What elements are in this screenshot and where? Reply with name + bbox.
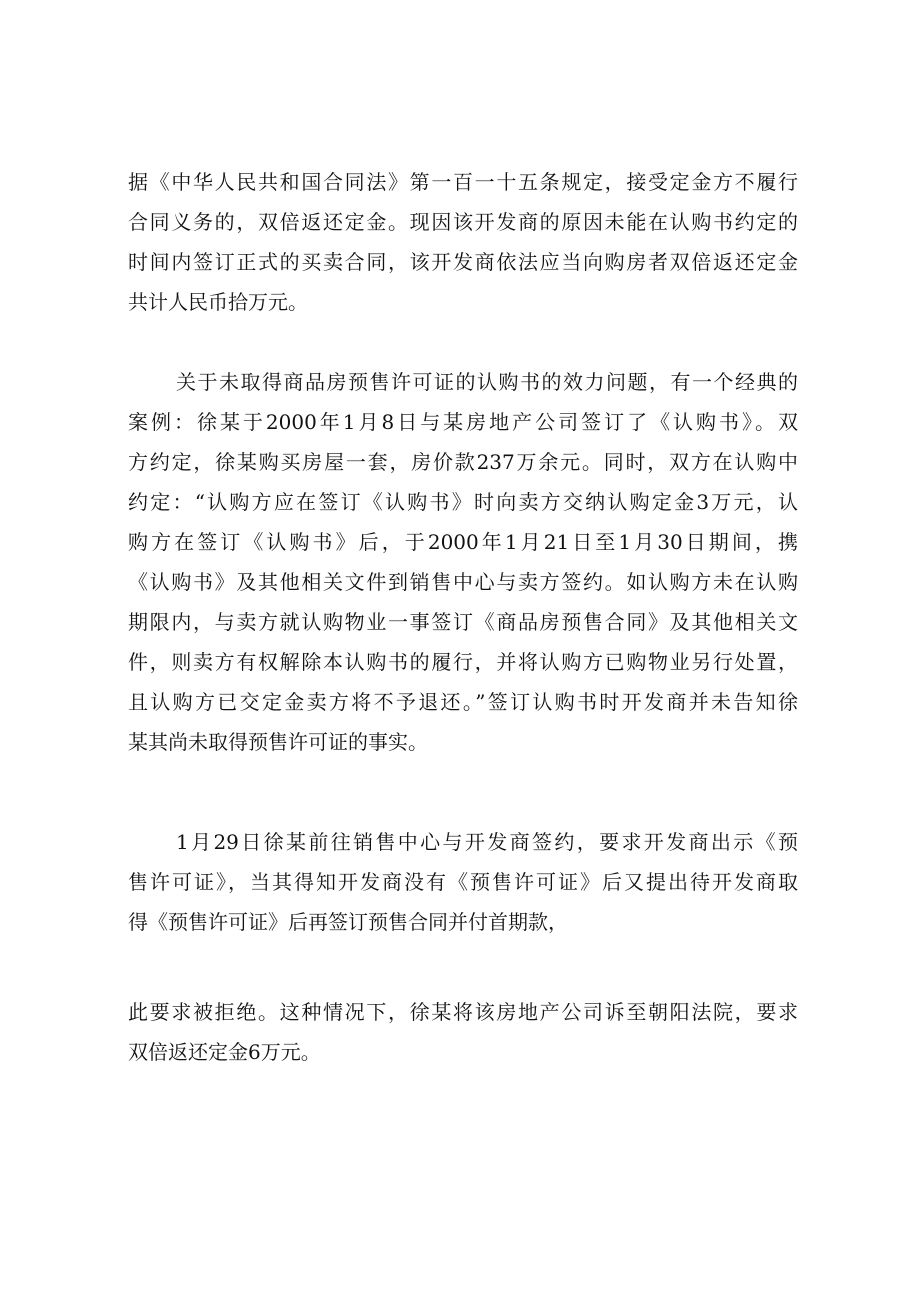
text-line: 双倍返还定金6万元。 (128, 1040, 321, 1064)
text-line: 1月29日徐某前往销售中心与开发商签约，要求开发商出示《预 (176, 830, 798, 854)
text-line: 此要求被拒绝。这种情况下，徐某将该房地产公司诉至朝阳法院，要求 (128, 1000, 798, 1024)
text-line: 案例：徐某于2000年1月8日与某房地产公司签订了《认购书》。双 (128, 410, 798, 434)
paragraph-lawsuit (128, 992, 798, 1072)
paragraph-contract-law (128, 162, 798, 322)
text-line: 售许可证》，当其得知开发商没有《预售许可证》后又提出待开发商取 (128, 870, 798, 894)
text-line: 期限内，与卖方就认购物业一事签订《商品房预售合同》及其他相关文 (128, 610, 798, 634)
text-line: 据《中华人民共和国合同法》第一百一十五条规定，接受定金方不履行 (128, 170, 798, 194)
text-line: 时间内签订正式的买卖合同，该开发商依法应当向购房者双倍返还定金 (128, 250, 798, 274)
text-line: 方约定，徐某购买房屋一套，房价款237万余元。同时，双方在认购中 (128, 450, 798, 474)
text-line: 且认购方已交定金卖方将不予退还。”签订认购书时开发商并未告知徐 (128, 690, 798, 714)
text-line: 《认购书》及其他相关文件到销售中心与卖方签约。如认购方未在认购 (128, 570, 798, 594)
text-line: 件，则卖方有权解除本认购书的履行，并将认购方已购物业另行处置， (128, 650, 798, 674)
text-line: 购方在签订《认购书》后，于2000年1月21日至1月30日期间，携 (128, 530, 798, 554)
paragraph-signing-visit (128, 822, 798, 942)
text-line: 某其尚未取得预售许可证的事实。 (128, 730, 428, 754)
text-line: 共计人民币拾万元。 (128, 290, 308, 314)
text-line: 得《预售许可证》后再签订预售合同并付首期款， (128, 910, 568, 934)
text-line: 约定：“认购方应在签订《认购书》时向卖方交纳认购定金3万元，认 (128, 490, 798, 514)
text-line: 合同义务的，双倍返还定金。现因该开发商的原因未能在认购书约定的 (128, 210, 798, 234)
text-line: 关于未取得商品房预售许可证的认购书的效力问题，有一个经典的 (176, 370, 798, 394)
paragraph-case-example (128, 362, 798, 762)
